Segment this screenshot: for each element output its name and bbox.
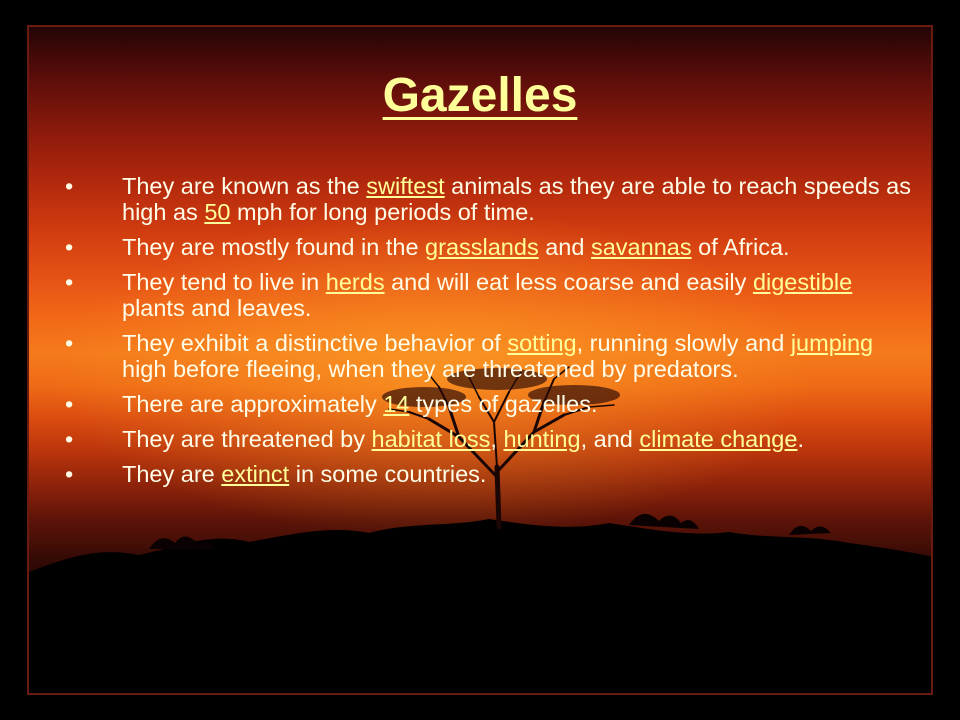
bullet-text: , xyxy=(490,426,504,452)
bullet-text: They exhibit a distinctive behavior of xyxy=(122,330,508,356)
bullet-item xyxy=(65,234,915,260)
slide-title: Gazelles xyxy=(382,69,578,122)
bullet-text: and xyxy=(538,234,591,260)
bullet-dot-icon: • xyxy=(65,234,74,260)
bullet-text: types of gazelles. xyxy=(409,391,598,417)
bullet-item xyxy=(65,330,915,382)
bullet-list xyxy=(65,173,915,496)
bullet-text: , and xyxy=(580,426,640,452)
underlined-keyword: swiftest xyxy=(366,173,445,199)
bullet-dot-icon: • xyxy=(65,173,74,199)
bullet-item xyxy=(65,461,915,487)
bullet-text: of Africa. xyxy=(691,234,790,260)
bullet-text: animals as they are able to reach speeds as high as xyxy=(122,173,911,225)
bullet-text: They are known as the xyxy=(122,173,367,199)
bullet-text: . xyxy=(797,426,804,452)
bullet-text: and will eat less coarse and easily xyxy=(384,269,753,295)
underlined-keyword: 14 xyxy=(383,391,410,417)
bullet-item xyxy=(65,269,915,321)
bullet-item xyxy=(65,173,915,225)
bullet-text: in some countries. xyxy=(289,461,487,487)
bullet-text: They are mostly found in the xyxy=(122,234,426,260)
underlined-keyword: digestible xyxy=(752,269,853,295)
underlined-keyword: grasslands xyxy=(425,234,539,260)
bullet-item xyxy=(65,426,915,452)
bullet-dot-icon: • xyxy=(65,461,74,487)
bullet-text: They tend to live in xyxy=(122,269,326,295)
bullet-item xyxy=(65,391,915,417)
bullet-dot-icon: • xyxy=(65,330,74,356)
underlined-keyword: sotting xyxy=(507,330,577,356)
underlined-keyword: 50 xyxy=(204,199,231,225)
bullet-text: There are approximately xyxy=(122,391,384,417)
slide xyxy=(27,25,933,695)
underlined-keyword: jumping xyxy=(790,330,874,356)
underlined-keyword: hunting xyxy=(503,426,581,452)
bullet-text: , running slowly and xyxy=(576,330,791,356)
bullet-dot-icon: • xyxy=(65,269,74,295)
underlined-keyword: climate change xyxy=(639,426,798,452)
bullet-text: They are threatened by xyxy=(122,426,372,452)
underlined-keyword: savannas xyxy=(590,234,692,260)
bullet-text: They are xyxy=(122,461,222,487)
underlined-keyword: habitat loss xyxy=(371,426,491,452)
underlined-keyword: herds xyxy=(325,269,385,295)
bullet-text: mph for long periods of time. xyxy=(230,199,535,225)
underlined-keyword: extinct xyxy=(221,461,290,487)
bullet-dot-icon: • xyxy=(65,426,74,452)
bullet-dot-icon: • xyxy=(65,391,74,417)
bullet-text: high before fleeing, when they are threatened by predators. xyxy=(122,356,739,382)
bullet-text: plants and leaves. xyxy=(122,295,312,321)
